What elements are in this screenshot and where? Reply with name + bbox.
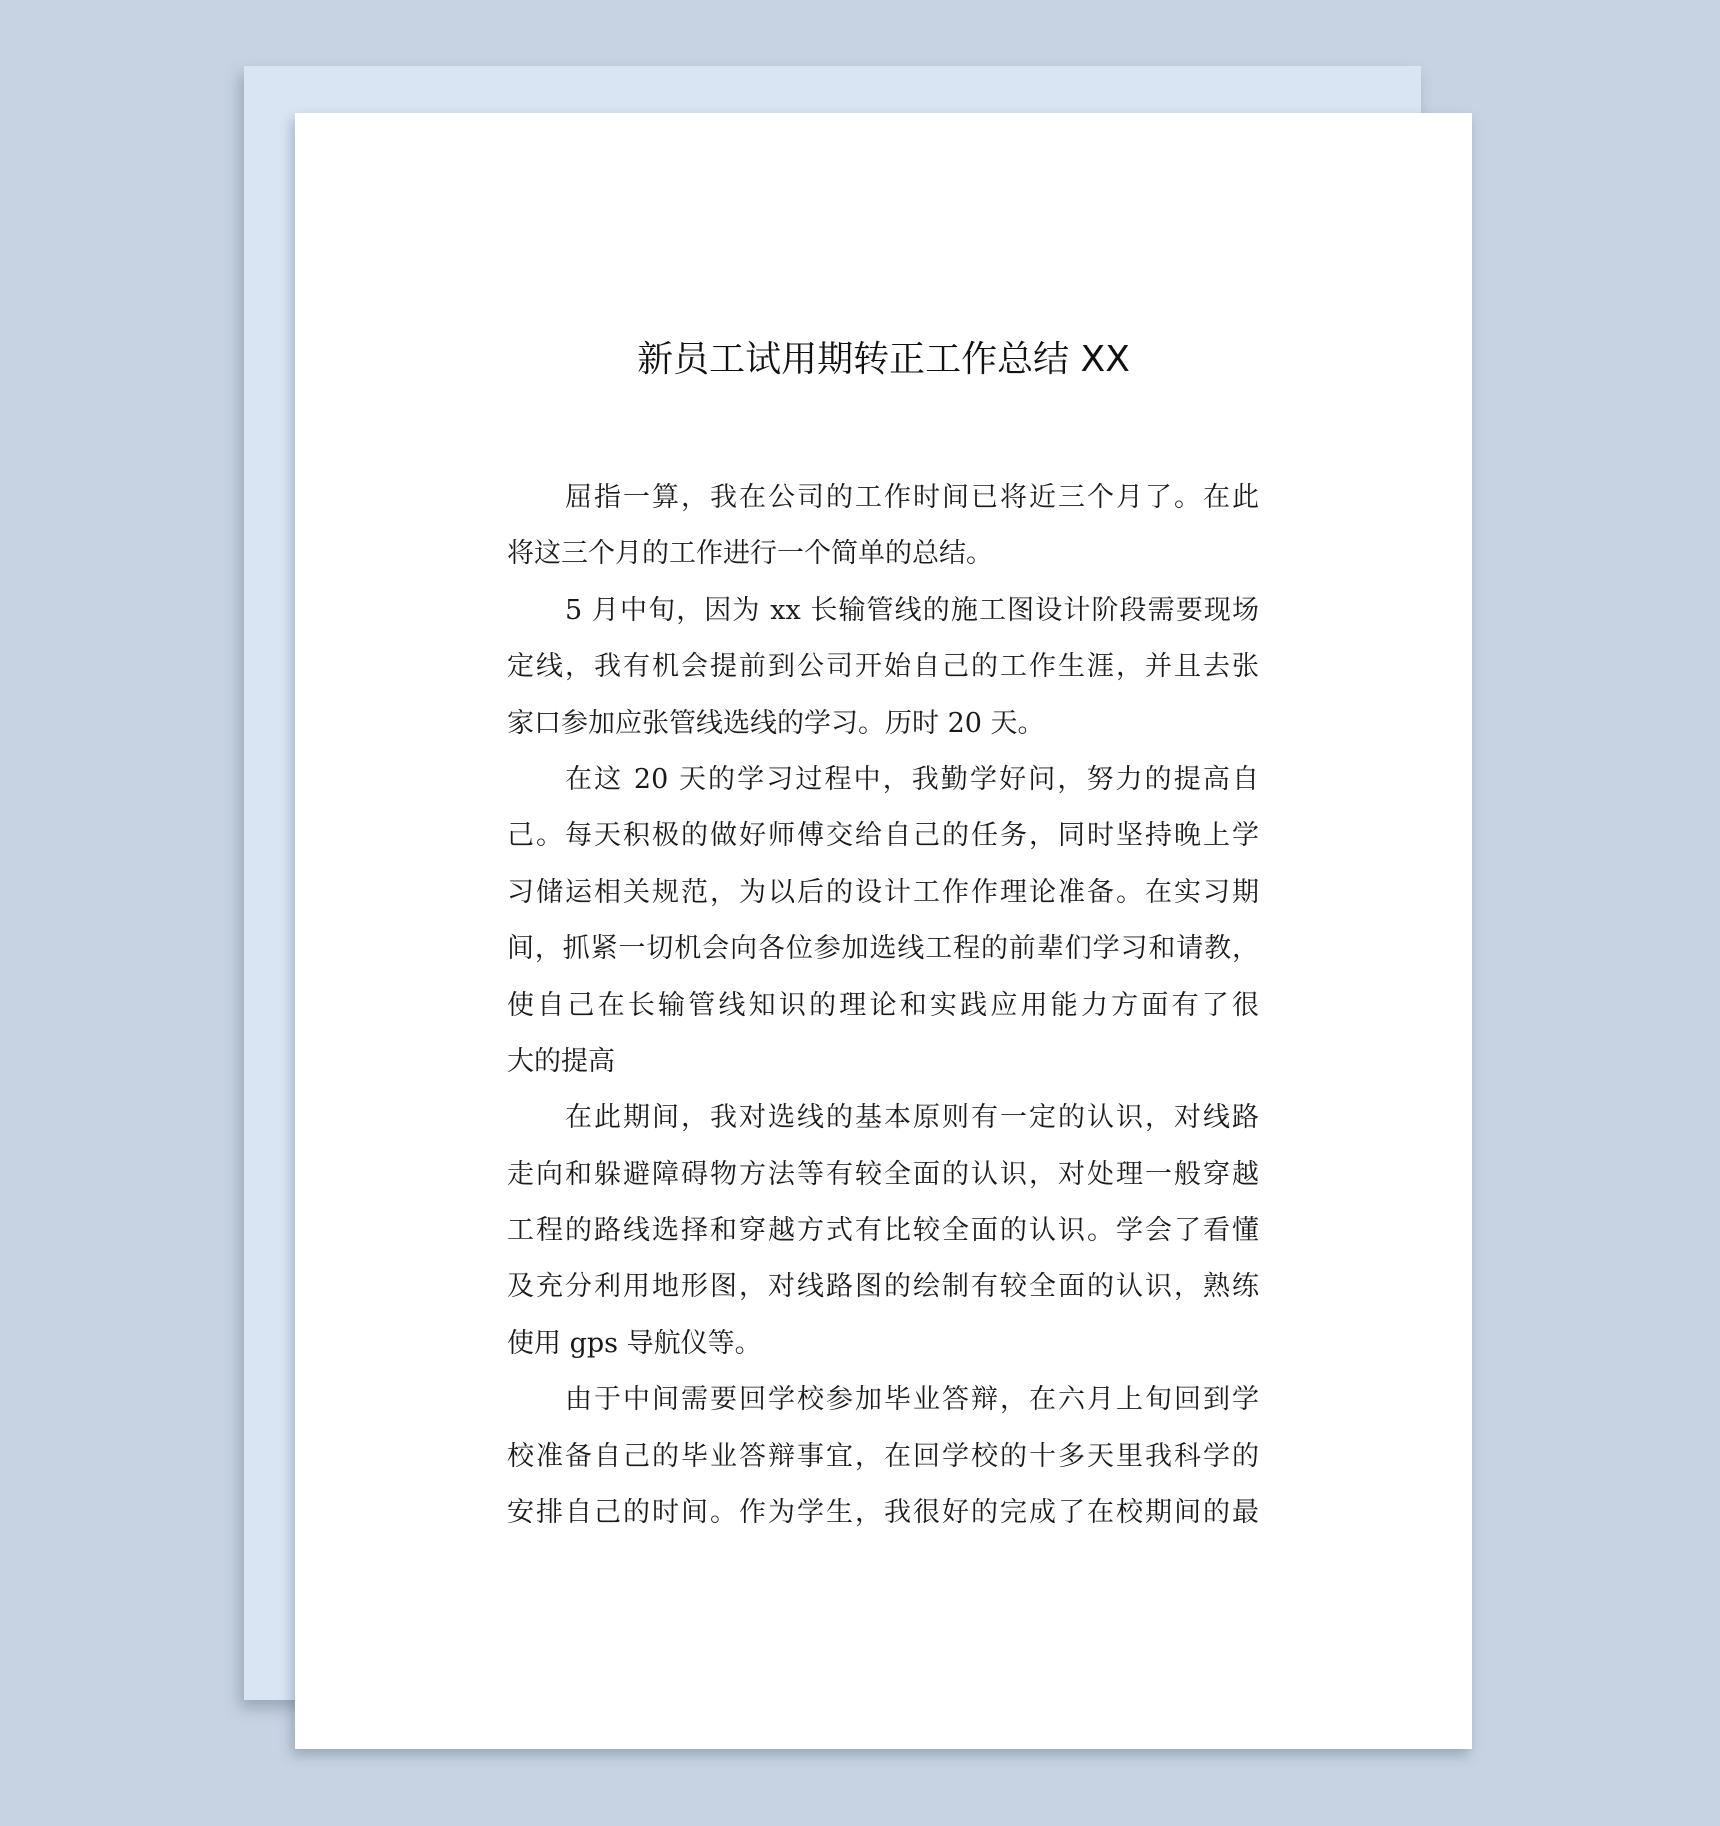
document-line: 使用 gps 导航仪等。 [507, 1327, 762, 1359]
document-line: 己。每天积极的做好师傅交给自己的任务，同时坚持晚上学 [507, 820, 1259, 852]
document-line: 走向和躲避障碍物方法等有较全面的认识，对处理一般穿越 [507, 1158, 1259, 1190]
document-line: 习储运相关规范，为以后的设计工作作理论准备。在实习期 [507, 876, 1259, 908]
document-line: 将这三个月的工作进行一个简单的总结。 [507, 538, 993, 570]
document-line: 5 月中旬，因为 xx 长输管线的施工图设计阶段需要现场 [565, 594, 1259, 626]
document-line: 在此期间，我对选线的基本原则有一定的认识，对线路 [565, 1102, 1259, 1134]
document-line: 及充分利用地形图，对线路图的绘制有较全面的认识，熟练 [507, 1271, 1259, 1303]
document-line: 屈指一算，我在公司的工作时间已将近三个月了。在此 [565, 482, 1259, 513]
document-line: 家口参加应张管线选线的学习。历时 20 天。 [507, 707, 1045, 739]
document-body [507, 470, 1259, 1541]
document-line: 校准备自己的毕业答辩事宜，在回学校的十多天里我科学的 [507, 1440, 1259, 1472]
document-line: 使自己在长输管线知识的理论和实践应用能力方面有了很 [507, 989, 1259, 1021]
document-line: 定线，我有机会提前到公司开始自己的工作生涯，并且去张 [507, 651, 1259, 683]
document-line: 工程的路线选择和穿越方式有比较全面的认识。学会了看懂 [507, 1215, 1259, 1247]
document-line: 间，抓紧一切机会向各位参加选线工程的前辈们学习和请教， [507, 933, 1259, 965]
document-line: 大的提高 [507, 1045, 615, 1077]
document-title: 新员工试用期转正工作总结 XX [637, 339, 1130, 380]
document-line: 由于中间需要回学校参加毕业答辩，在六月上旬回到学 [565, 1384, 1259, 1416]
document-line: 安排自己的时间。作为学生，我很好的完成了在校期间的最 [507, 1497, 1259, 1529]
document-line: 在这 20 天的学习过程中，我勤学好问，努力的提高自 [565, 763, 1259, 795]
document-page [295, 113, 1472, 1749]
